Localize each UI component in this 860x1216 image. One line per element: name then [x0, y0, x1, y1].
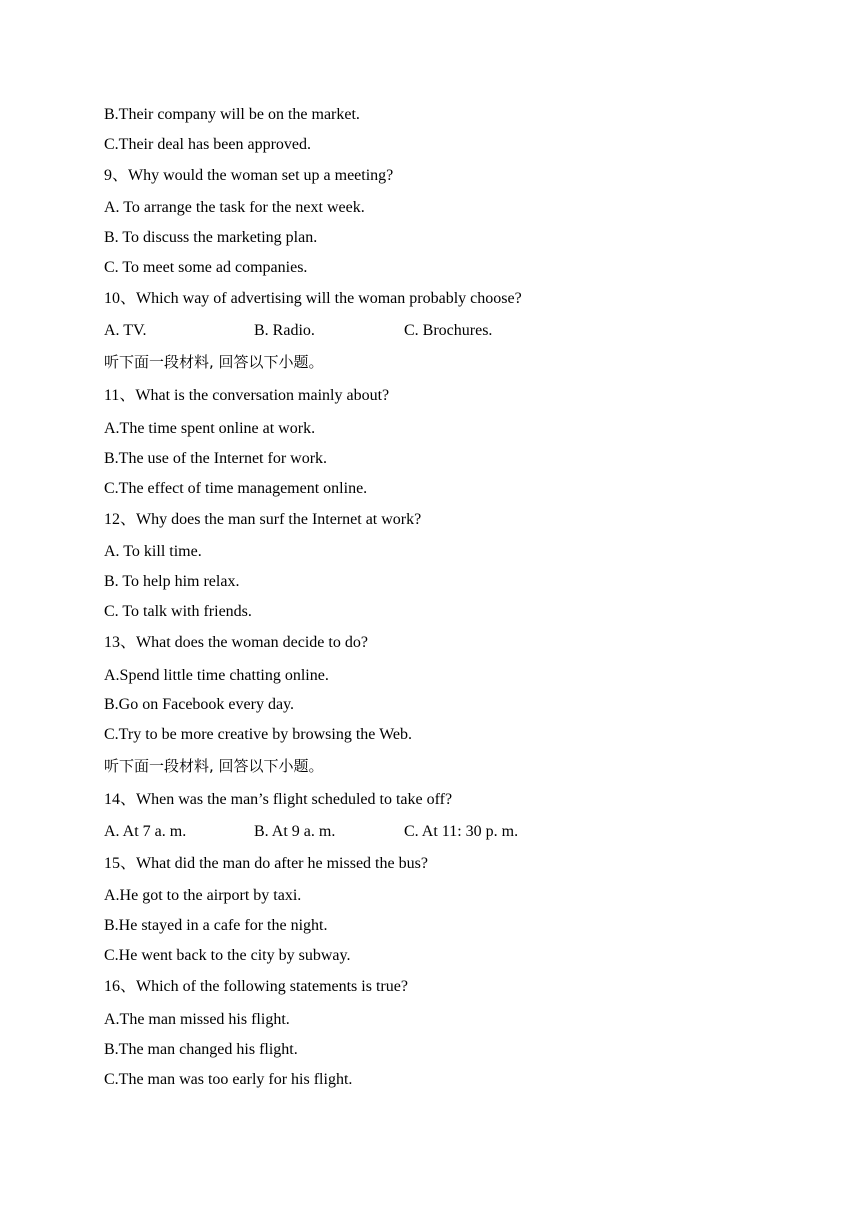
- q10-option-c: C. Brochures.: [404, 322, 493, 339]
- q16-option-b: B.The man changed his flight.: [104, 1041, 298, 1058]
- q10-option-b: B. Radio.: [254, 322, 315, 339]
- q15-option-b: B.He stayed in a cafe for the night.: [104, 917, 328, 934]
- q11-option-b: B.The use of the Internet for work.: [104, 450, 328, 467]
- question-13: 13、What does the woman decide to do?: [104, 634, 368, 651]
- q9-option-a: A. To arrange the task for the next week.: [104, 199, 365, 216]
- q12-option-a: A. To kill time.: [104, 543, 202, 560]
- question-9: 9、Why would the woman set up a meeting?: [104, 167, 394, 184]
- q15-option-c: C.He went back to the city by subway.: [104, 947, 351, 964]
- question-14: 14、When was the man’s flight scheduled to take off?: [104, 791, 453, 808]
- q9-option-c: C. To meet some ad companies.: [104, 259, 308, 276]
- q14-option-c: C. At 11: 30 p. m.: [404, 823, 519, 840]
- q8-option-b: B.Their company will be on the market.: [104, 106, 360, 123]
- q16-option-c: C.The man was too early for his flight.: [104, 1071, 353, 1088]
- question-16: 16、Which of the following statements is true?: [104, 978, 408, 995]
- q11-option-a: A.The time spent online at work.: [104, 420, 316, 437]
- q11-option-c: C.The effect of time management online.: [104, 480, 368, 497]
- q14-option-b: B. At 9 a. m.: [254, 823, 336, 840]
- question-12: 12、Why does the man surf the Internet at work?: [104, 511, 422, 528]
- q12-option-b: B. To help him relax.: [104, 573, 240, 590]
- q13-option-a: A.Spend little time chatting online.: [104, 667, 329, 684]
- section-instruction: 听下面一段材料, 回答以下小题。: [104, 757, 324, 775]
- question-10: 10、Which way of advertising will the woman probably choose?: [104, 290, 522, 307]
- q10-option-a: A. TV.: [104, 322, 147, 339]
- q13-option-c: C.Try to be more creative by browsing the Web.: [104, 726, 412, 743]
- q14-option-a: A. At 7 a. m.: [104, 823, 187, 840]
- question-11: 11、What is the conversation mainly about?: [104, 387, 390, 404]
- q12-option-c: C. To talk with friends.: [104, 603, 252, 620]
- question-15: 15、What did the man do after he missed the bus?: [104, 855, 428, 872]
- q9-option-b: B. To discuss the marketing plan.: [104, 229, 318, 246]
- q13-option-b: B.Go on Facebook every day.: [104, 696, 295, 713]
- q15-option-a: A.He got to the airport by taxi.: [104, 887, 302, 904]
- q16-option-a: A.The man missed his flight.: [104, 1011, 290, 1028]
- q8-option-c: C.Their deal has been approved.: [104, 136, 312, 153]
- section-instruction: 听下面一段材料, 回答以下小题。: [104, 353, 324, 371]
